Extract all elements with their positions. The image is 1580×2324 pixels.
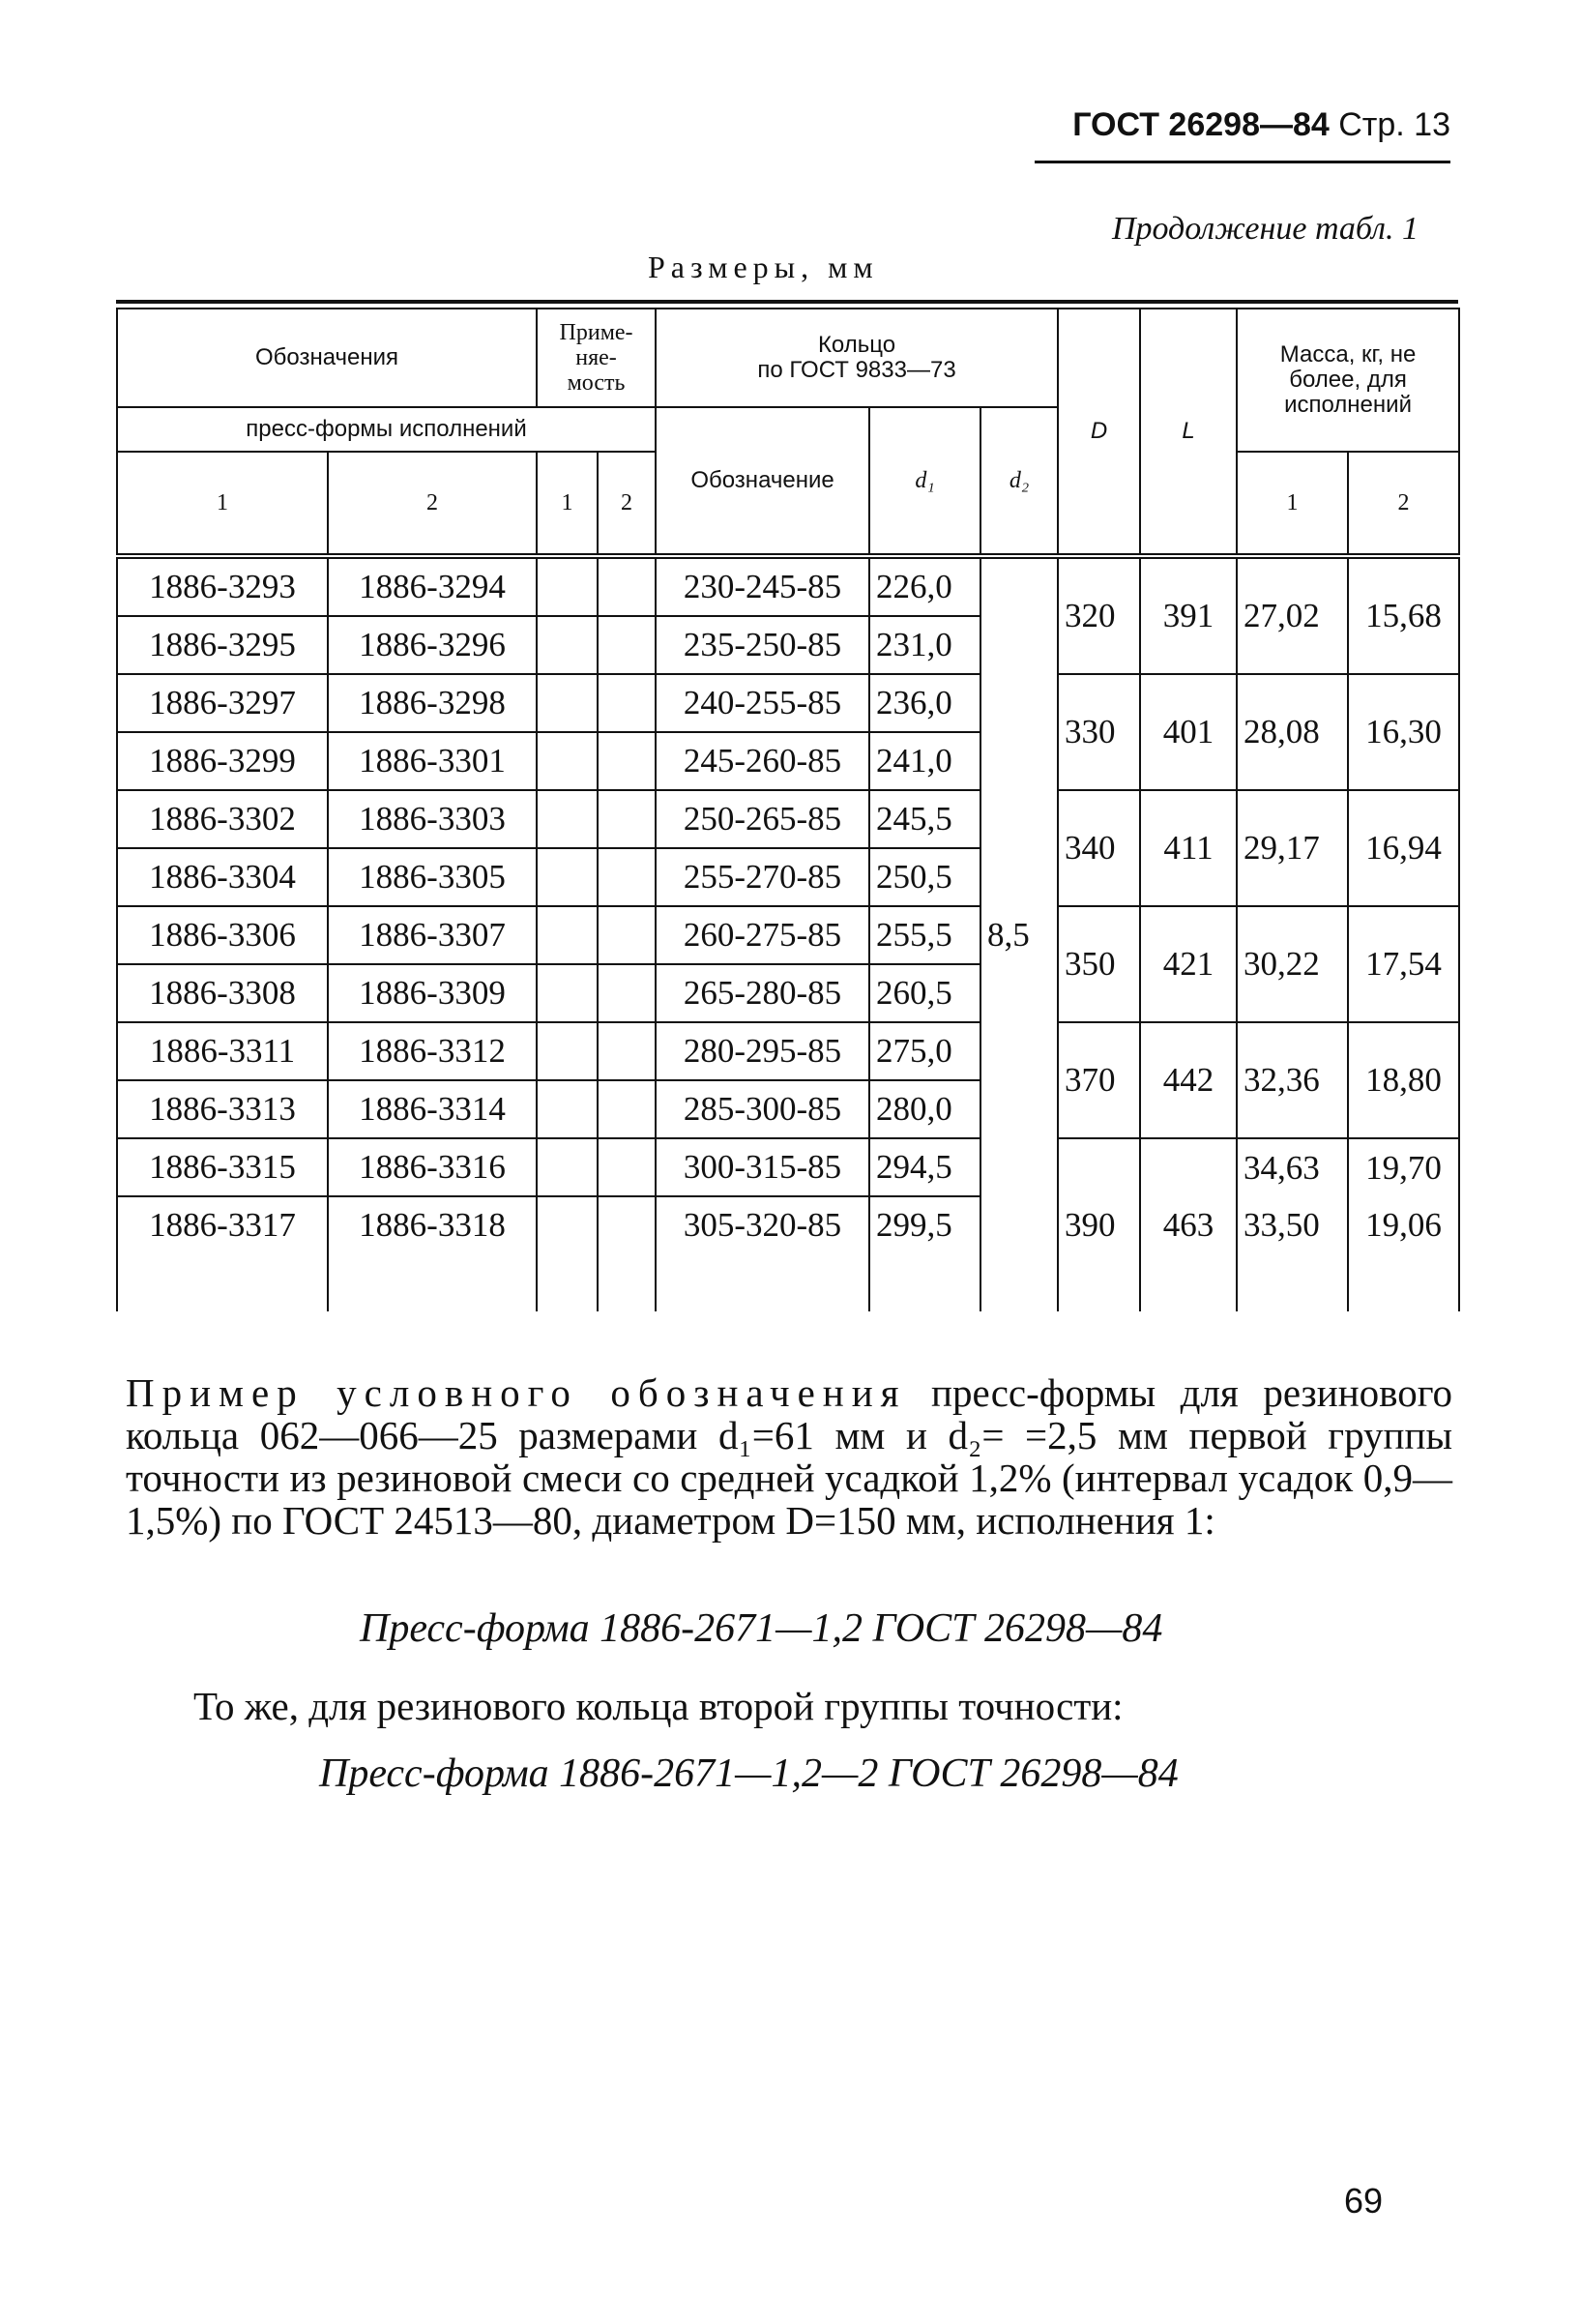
applicability-2-cell xyxy=(598,732,656,790)
mass-2-cell: 19,70 xyxy=(1348,1138,1459,1196)
L-cell: 421 xyxy=(1140,906,1237,1022)
version-2-cell: 1886-3318 xyxy=(328,1196,537,1253)
version-1-cell: 1886-3302 xyxy=(117,790,328,848)
header-mass-1: 1 xyxy=(1237,452,1348,556)
applicability-2-cell xyxy=(598,848,656,906)
ring-designation-cell: 260-275-85 xyxy=(656,906,869,964)
version-2-cell: 1886-3305 xyxy=(328,848,537,906)
applicability-2-cell xyxy=(598,1138,656,1196)
ring-designation-cell: 265-280-85 xyxy=(656,964,869,1022)
L-cell: 401 xyxy=(1140,674,1237,790)
d2-cell: 8,5 xyxy=(980,556,1058,1311)
applicability-2-cell xyxy=(598,1196,656,1253)
version-1-cell: 1886-3299 xyxy=(117,732,328,790)
applicability-2-cell xyxy=(598,790,656,848)
ring-designation-cell: 250-265-85 xyxy=(656,790,869,848)
version-1-cell: 1886-3313 xyxy=(117,1080,328,1138)
d1-cell: 226,0 xyxy=(869,556,980,616)
header-pressforms: пресс-формы исполнений xyxy=(117,407,656,452)
applicability-2-cell xyxy=(598,556,656,616)
D-cell: 370 xyxy=(1058,1022,1140,1138)
L-cell: 391 xyxy=(1140,556,1237,674)
table-row-empty xyxy=(117,1253,1459,1311)
page-number: 69 xyxy=(1344,2181,1384,2221)
dimensions-table xyxy=(116,308,1460,1311)
mass-1-cell: 27,02 xyxy=(1237,556,1348,674)
ring-designation-cell: 300-315-85 xyxy=(656,1138,869,1196)
version-1-cell: 1886-3297 xyxy=(117,674,328,732)
ring-designation-cell: 230-245-85 xyxy=(656,556,869,616)
mass-2-cell: 19,06 xyxy=(1348,1196,1459,1253)
D-cell: 320 xyxy=(1058,556,1140,674)
d1-cell: 241,0 xyxy=(869,732,980,790)
ring-designation-cell: 255-270-85 xyxy=(656,848,869,906)
applicability-2-cell xyxy=(598,616,656,674)
header-applicability: Приме- няе- мость xyxy=(537,309,656,407)
version-2-cell: 1886-3294 xyxy=(328,556,537,616)
mass-2-cell: 17,54 xyxy=(1348,906,1459,1022)
applicability-2-cell xyxy=(598,1022,656,1080)
version-1-cell: 1886-3306 xyxy=(117,906,328,964)
applicability-2-cell xyxy=(598,1080,656,1138)
second-example-line: То же, для резинового кольца второй группы точности: xyxy=(193,1684,1124,1728)
version-1-cell: 1886-3293 xyxy=(117,556,328,616)
table-row xyxy=(117,1196,1459,1253)
applicability-1-cell xyxy=(537,732,598,790)
applicability-1-cell xyxy=(537,1138,598,1196)
d1-cell: 294,5 xyxy=(869,1138,980,1196)
applicability-2-cell xyxy=(598,674,656,732)
header-applicability-2: 2 xyxy=(598,452,656,556)
mass-1-cell: 34,63 xyxy=(1237,1138,1348,1196)
version-1-cell: 1886-3295 xyxy=(117,616,328,674)
L-cell: 463 xyxy=(1140,1138,1237,1311)
applicability-1-cell xyxy=(537,556,598,616)
ring-designation-cell: 235-250-85 xyxy=(656,616,869,674)
version-1-cell: 1886-3315 xyxy=(117,1138,328,1196)
d1-cell: 250,5 xyxy=(869,848,980,906)
table-row xyxy=(117,790,1459,848)
d1-cell: 260,5 xyxy=(869,964,980,1022)
version-2-cell: 1886-3314 xyxy=(328,1080,537,1138)
version-2-cell: 1886-3312 xyxy=(328,1022,537,1080)
table-row xyxy=(117,1138,1459,1196)
ring-designation-cell: 285-300-85 xyxy=(656,1080,869,1138)
header-L: L xyxy=(1140,309,1237,556)
d1-cell: 236,0 xyxy=(869,674,980,732)
d1-cell: 280,0 xyxy=(869,1080,980,1138)
ring-designation-cell: 240-255-85 xyxy=(656,674,869,732)
mass-2-cell: 16,94 xyxy=(1348,790,1459,906)
applicability-1-cell xyxy=(537,906,598,964)
table-row xyxy=(117,674,1459,732)
applicability-1-cell xyxy=(537,964,598,1022)
applicability-1-cell xyxy=(537,790,598,848)
formula-2: Пресс-форма 1886-2671—1,2—2 ГОСТ 26298—84 xyxy=(319,1751,1179,1796)
header-version-1: 1 xyxy=(117,452,328,556)
applicability-1-cell xyxy=(537,616,598,674)
example-text: пресс-формы для резинового кольца 062—066—25 размерами d₁=61 мм и d₂= =2,5 мм первой группы точности из резиновой смеси со средней усадкой 1,2% (интервал усадок 0,9—1,5%) по ГОСТ 24513—80, диаметром D=150 мм, исполнения 1: xyxy=(126,1370,1453,1543)
mass-1-cell: 32,36 xyxy=(1237,1022,1348,1138)
header-d1: d₁ xyxy=(869,407,980,556)
header-version-2: 2 xyxy=(328,452,537,556)
header-page: Стр. 13 xyxy=(1338,106,1450,143)
applicability-1-cell xyxy=(537,1022,598,1080)
table-top-rule xyxy=(116,300,1458,304)
D-cell: 390 xyxy=(1058,1138,1140,1311)
applicability-1-cell xyxy=(537,848,598,906)
header-mass-2: 2 xyxy=(1348,452,1459,556)
version-1-cell: 1886-3317 xyxy=(117,1196,328,1253)
mass-2-cell: 18,80 xyxy=(1348,1022,1459,1138)
example-lead: Пример условного обозначения xyxy=(126,1370,907,1415)
ring-designation-cell: 305-320-85 xyxy=(656,1196,869,1253)
table-continuation: Продолжение табл. 1 xyxy=(1111,211,1419,247)
units-caption: Размеры, мм xyxy=(648,250,879,284)
applicability-1-cell xyxy=(537,674,598,732)
d1-cell: 275,0 xyxy=(869,1022,980,1080)
table-row xyxy=(117,906,1459,964)
d1-cell: 245,5 xyxy=(869,790,980,848)
page-header xyxy=(1035,106,1450,163)
d1-cell: 255,5 xyxy=(869,906,980,964)
example-paragraph xyxy=(126,1371,1452,1542)
d1-cell: 231,0 xyxy=(869,616,980,674)
D-cell: 350 xyxy=(1058,906,1140,1022)
ring-designation-cell: 280-295-85 xyxy=(656,1022,869,1080)
header-designations: Обозначения xyxy=(117,309,537,407)
table-row xyxy=(117,1022,1459,1080)
mass-1-cell: 28,08 xyxy=(1237,674,1348,790)
mass-2-cell: 16,30 xyxy=(1348,674,1459,790)
version-2-cell: 1886-3307 xyxy=(328,906,537,964)
mass-1-cell: 30,22 xyxy=(1237,906,1348,1022)
version-2-cell: 1886-3301 xyxy=(328,732,537,790)
header-standard: ГОСТ 26298—84 xyxy=(1072,106,1330,143)
formula-1: Пресс-форма 1886-2671—1,2 ГОСТ 26298—84 xyxy=(360,1606,1163,1651)
header-D: D xyxy=(1058,309,1140,556)
mass-2-cell: 15,68 xyxy=(1348,556,1459,674)
D-cell: 340 xyxy=(1058,790,1140,906)
mass-1-cell: 33,50 xyxy=(1237,1196,1348,1253)
header-applicability-1: 1 xyxy=(537,452,598,556)
d1-cell: 299,5 xyxy=(869,1196,980,1253)
header-mass: Масса, кг, не более, для исполнений xyxy=(1237,309,1459,452)
version-2-cell: 1886-3316 xyxy=(328,1138,537,1196)
version-2-cell: 1886-3296 xyxy=(328,616,537,674)
applicability-2-cell xyxy=(598,964,656,1022)
header-ring-designation: Обозначение xyxy=(656,407,869,556)
ring-designation-cell: 245-260-85 xyxy=(656,732,869,790)
D-cell: 330 xyxy=(1058,674,1140,790)
version-2-cell: 1886-3303 xyxy=(328,790,537,848)
applicability-2-cell xyxy=(598,906,656,964)
L-cell: 411 xyxy=(1140,790,1237,906)
applicability-1-cell xyxy=(537,1196,598,1253)
version-2-cell: 1886-3309 xyxy=(328,964,537,1022)
table-row xyxy=(117,556,1459,616)
version-1-cell: 1886-3311 xyxy=(117,1022,328,1080)
L-cell: 442 xyxy=(1140,1022,1237,1138)
version-1-cell: 1886-3304 xyxy=(117,848,328,906)
mass-1-cell: 29,17 xyxy=(1237,790,1348,906)
applicability-1-cell xyxy=(537,1080,598,1138)
version-2-cell: 1886-3298 xyxy=(328,674,537,732)
header-d2: d₂ xyxy=(980,407,1058,556)
header-ring: Кольцо по ГОСТ 9833—73 xyxy=(656,309,1058,407)
version-1-cell: 1886-3308 xyxy=(117,964,328,1022)
